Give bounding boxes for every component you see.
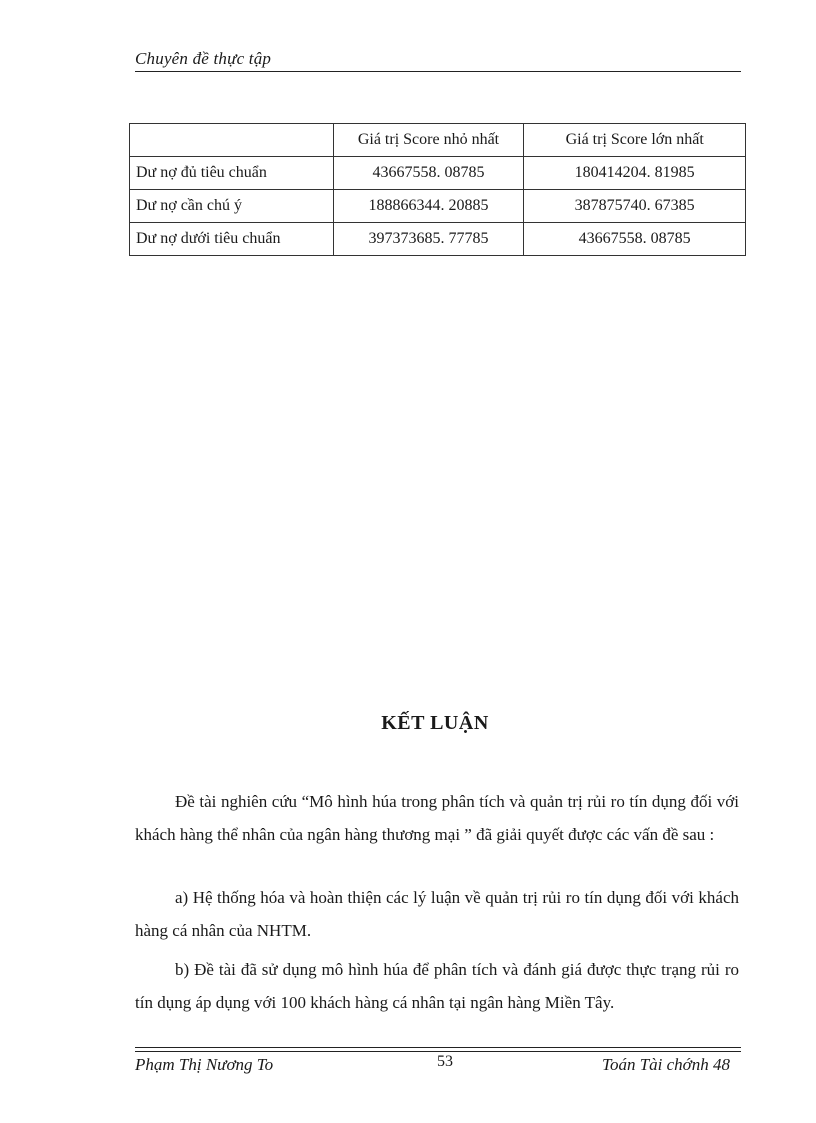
- conclusion-item-b: [135, 954, 739, 1019]
- min-score-cell: 397373685. 77785: [333, 223, 524, 256]
- row-label: Dư nợ đủ tiêu chuẩn: [130, 157, 334, 190]
- row-label: Dư nợ dưới tiêu chuẩn: [130, 223, 334, 256]
- min-score-cell: 43667558. 08785: [333, 157, 524, 190]
- page-number: 53: [437, 1053, 453, 1070]
- min-score-cell: 188866344. 20885: [333, 190, 524, 223]
- conclusion-item-b-text: b) Đề tài đã sử dụng mô hình húa để phân tích và đánh giá được thực trạng rủi ro tín dụng áp dụng với 100 khách hàng cá nhân tại ngân hàng Miền Tây.: [135, 960, 739, 1012]
- conclusion-item-a: [135, 882, 739, 947]
- table-row: [130, 157, 746, 190]
- max-score-cell: 387875740. 67385: [524, 190, 746, 223]
- conclusion-heading: KẾT LUẬN: [381, 712, 489, 734]
- conclusion-paragraph-text: Đề tài nghiên cứu “Mô hình húa trong phân tích và quản trị rủi ro tín dụng đối với khách hàng thể nhân của ngân hàng thương mại ” đã giải quyết được các vấn đề sau :: [135, 792, 739, 844]
- table-header-cell: Giá trị Score lớn nhất: [524, 124, 746, 157]
- footer-class: Toán Tài chớnh 48: [602, 1055, 730, 1074]
- footer-divider: [135, 1047, 741, 1052]
- header-divider: [135, 71, 741, 72]
- conclusion-item-a-text: a) Hệ thống hóa và hoàn thiện các lý luận về quản trị rủi ro tín dụng đối với khách hàng cá nhân của NHTM.: [135, 888, 739, 940]
- table-header-cell: [130, 124, 334, 157]
- score-table: [129, 123, 746, 256]
- table-header-cell: Giá trị Score nhỏ nhất: [333, 124, 524, 157]
- max-score-cell: 43667558. 08785: [524, 223, 746, 256]
- max-score-cell: 180414204. 81985: [524, 157, 746, 190]
- row-label: Dư nợ cần chú ý: [130, 190, 334, 223]
- conclusion-paragraph: [135, 786, 739, 851]
- table-row: [130, 190, 746, 223]
- footer-author: Phạm Thị Nương To: [135, 1055, 274, 1074]
- table-row: [130, 223, 746, 256]
- header-title: Chuyên đề thực tập: [135, 49, 272, 68]
- table-header-row: [130, 124, 746, 157]
